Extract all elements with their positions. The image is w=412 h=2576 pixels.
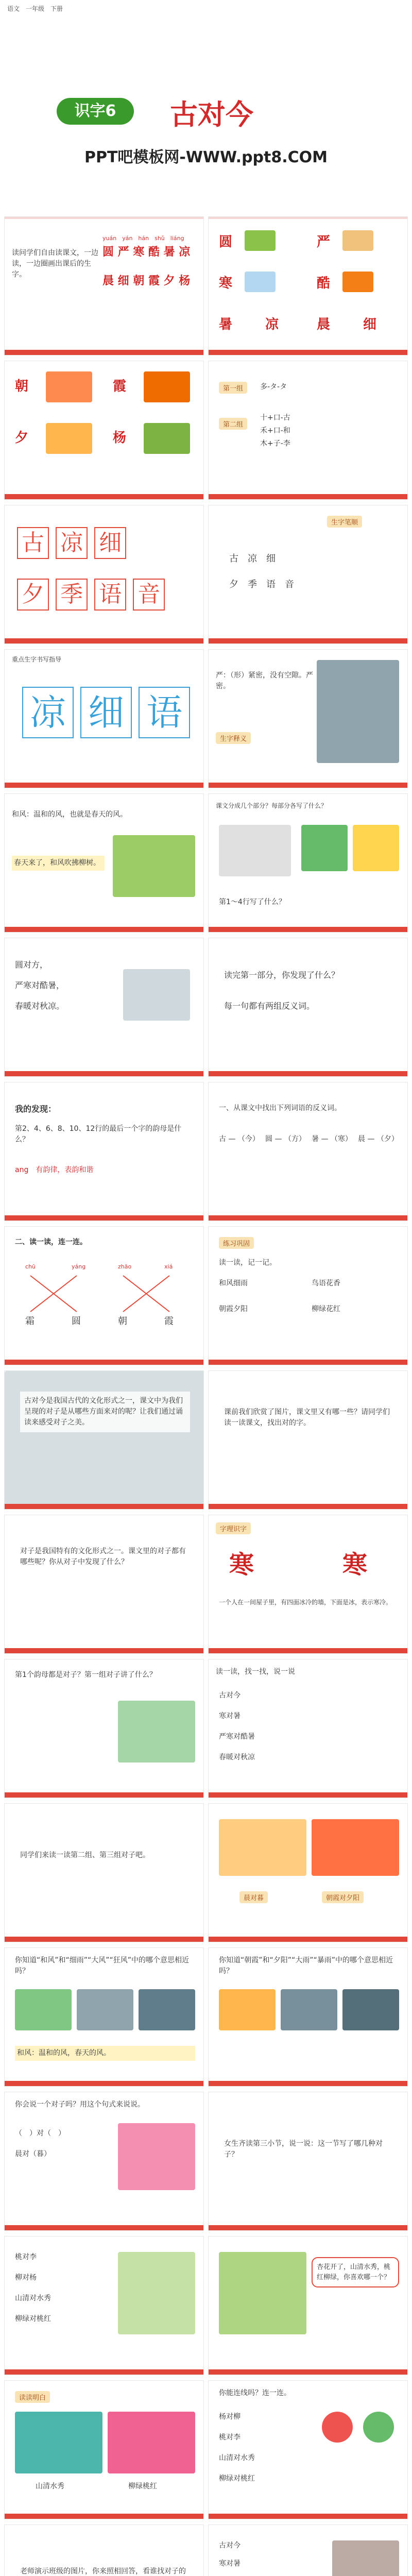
slide-14 [208,1082,408,1221]
question-text: 第1个韵母都是对子？第一组对子讲了什么？ [15,1671,157,1679]
slide-17 [4,1370,204,1510]
slide-27 [4,2092,204,2231]
slide-25 [4,1947,204,2087]
pair-item: 严寒对酷暑 [219,1733,255,1741]
slide-10 [208,793,408,933]
vocab-4: 酷 [317,276,331,291]
pinyin-item: yáng [72,1263,86,1270]
vocab-image [342,230,373,251]
sunrise-image [46,371,92,402]
intro-text: 古对今是我国古代的文化形式之一，课文中为我们呈现的对子是从哪些方面来对的呢？让我们通过诵读来感受对子之美。 [20,1392,190,1432]
slide-33 [4,2524,204,2576]
pair-item: 柳对杨 [15,2274,37,2282]
slide-11 [4,938,204,1077]
answer-text: ang 有韵律，表韵和谐 [15,1166,94,1174]
sky-image [342,1989,399,2030]
sky-image [281,1989,337,2030]
exercise-item: 圆 — （方） [265,1135,306,1143]
slide-4 [208,361,408,500]
slide-9 [4,793,204,933]
exercise-item: 暑 — （寒） [312,1135,352,1143]
vocab-2: 霞 [113,379,127,394]
verse-line: 严寒对酷暑， [15,980,65,990]
text-image [219,825,291,876]
slide-7 [4,649,204,788]
slide-6 [208,505,408,644]
char-box: 凉 [22,687,74,738]
pair-item: 杨对柳 [219,2413,241,2421]
verse-line: 春暖对秋凉。 [15,1001,65,1011]
group-line: 禾+口-和 [260,427,290,435]
definition-text: 严：（形）紧密，没有空隙。严密。 [216,671,313,690]
rain-image [77,1989,133,2030]
dusk-image [46,423,92,454]
slide-12 [208,938,408,1077]
slide-13 [4,1082,204,1221]
vocab-image [245,272,276,292]
pair-item: 桃对李 [15,2253,37,2261]
char-row [15,578,167,612]
vocab-2: 严 [317,234,331,250]
vocab-6: 凉 [265,317,279,332]
scene-image [118,1701,195,1762]
flower-image [118,2123,195,2190]
pair-item: 山清对水秀 [219,2454,255,2462]
slide-row [0,1082,412,1221]
slide-5 [4,505,204,644]
intro-text: 对子是我国特有的文化形式之一。课文里的对子都有哪些呢？你从对子中发现了什么？ [20,1547,186,1566]
char-row [15,526,128,560]
pair-item: 古对今 [219,2541,241,2550]
slide-24 [208,1803,408,1942]
slide-19 [4,1515,204,1654]
slide-22 [208,1659,408,1798]
vocab-7: 晨 [317,317,331,332]
slide-32 [208,2380,408,2519]
slide-1 [4,216,204,355]
pinyin-item: xiá [164,1263,173,1270]
instruction-text: 老师演示班级的图片，你来照相回答，看谁找对子的 [20,2567,186,2575]
char-item: 霜 [25,1316,35,1327]
morning-image [219,1819,306,1876]
slide-20 [208,1515,408,1654]
slide-row [0,216,412,355]
course-header: 语文 一年级 下册 [7,5,63,12]
slide-row [0,1947,412,2087]
vocab-8: 细 [363,317,377,332]
pinyin-item: chū [25,1263,36,1270]
sunset-image [144,371,190,402]
match-lines [5,1227,204,1365]
slide-row [0,649,412,788]
char-box: 细 [80,687,132,738]
text-image [353,825,399,871]
slide-title: 课文分成几个部分？每部分各写了什么？ [216,802,328,809]
vocab-image [342,272,373,292]
pair-item: 春暖对秋凉 [219,1753,255,1761]
vocab-image [245,230,276,251]
slide-row [0,1659,412,1798]
exercise-item: 和风细雨 [219,1279,248,1287]
image-label: 山清水秀 [36,2482,64,2490]
slide-row [0,361,412,500]
vocab-1: 圆 [219,234,233,250]
exercise-item: 读一读，记一记。 [219,1259,277,1267]
pair-tag: 朝霞对夕阳 [322,1891,364,1903]
char-line: 古 凉 细 [229,553,276,564]
exercise-item: 晨 — （夕） [358,1135,399,1143]
pattern-text: 晨对（暮） [15,2150,51,2158]
vocab-3: 寒 [219,276,233,291]
exercise-item: 柳绿花红 [312,1305,340,1313]
scroll-image [332,2540,399,2576]
flowers-image [108,2412,195,2473]
char-line-1: 圆 严 寒 酷 暑 凉 [102,245,191,259]
slide-row [0,2380,412,2519]
char-item: 朝 [118,1316,127,1327]
char-box: 音 [133,579,165,611]
definition-text: 和风：温和的风，也就是春天的风。 [12,810,127,819]
exercise-item: 朝霞夕阳 [219,1305,248,1313]
lesson-badge: 识字6 [57,98,134,125]
group-line: 十+口-古 [260,414,290,422]
char-line-2: 晨 细 朝 霞 夕 杨 [102,274,191,287]
example-text: 春天来了，和风吹拂柳树。 [12,856,105,871]
pair-item: 柳绿对桃红 [219,2475,255,2483]
slide-28 [208,2092,408,2231]
poplar-image [144,423,190,454]
slide-row [0,793,412,933]
instruction-text: 同学们来读一读第二组、第三组对子吧。 [20,1851,150,1859]
landscape-image [15,2412,102,2473]
slide-3 [4,361,204,500]
slide-row [0,938,412,1077]
slide-2 [208,216,408,355]
pinyin-line: yuán yán hán shǔ liáng [102,235,184,242]
slide-title: 读一读，找一找，说一说 [216,1668,295,1676]
pair-tag: 晨对暮 [239,1891,268,1903]
caption-text: 和风：温和的风，春天的风。 [15,2046,195,2061]
spring-image [219,2252,306,2334]
tree-image [118,2252,195,2334]
char-box: 细 [94,527,126,559]
char-box: 语 [139,687,190,738]
willow-image [113,835,195,897]
slide-title: 我的发现： [15,1104,57,1114]
group-tag: 第一组 [219,382,247,394]
title-section [0,15,412,211]
question-text: 女生齐读第三小节，说一说：这一节写了哪几种对子？ [224,2140,383,2159]
question-text: 你知道“和风”和“细雨”“大风”“狂风”中的哪个意思相近吗？ [15,1956,190,1975]
char-box: 语 [94,579,126,611]
bird-image [123,969,190,1021]
lesson-title: 古对今 [170,98,253,131]
image-label: 柳绿桃红 [128,2482,157,2490]
char-box: 古 [17,527,49,559]
vocab-4: 杨 [113,430,127,446]
text-image [301,825,348,871]
vocab-1: 朝 [15,379,29,394]
sky-image [219,1989,276,2030]
slide-row [0,1515,412,1654]
slide-18 [208,1370,408,1510]
slide-row [0,2236,412,2375]
exercise-item: 鸟语花香 [312,1279,340,1287]
slide-29 [4,2236,204,2375]
slide-subtitle: 重点生字书写指导 [12,656,62,663]
section-tag: 字理识字 [216,1522,251,1534]
slide-23 [4,1803,204,1942]
char-box: 夕 [17,579,49,611]
slide-row [0,505,412,644]
pattern-text: （ ）对（ ） [15,2129,65,2138]
question-text: 第1～4行写了什么？ [219,898,286,906]
slide-row [0,2524,412,2576]
fruit-image [363,2412,394,2443]
group-line: 木+子-李 [260,439,290,448]
instruction-text: 读问学们自由读课文，一边读，一边圈画出课后的生字。 [12,249,98,279]
pair-item: 寒对暑 [219,1712,241,1720]
pair-item: 寒对暑 [219,2560,241,2568]
exercise-title: 二、读一读，连一连。 [15,1238,87,1246]
slide-row [0,2092,412,2231]
char-item: 圆 [72,1316,81,1327]
question-text: 第2、4、6、8、10、12行的最后一个字的韵母是什么？ [15,1125,182,1144]
slide-15 [4,1226,204,1365]
section-tag: 生字释义 [216,732,251,744]
instruction-text: 你会说一个对子吗？用这个句式来说说。 [15,2100,145,2109]
section-tag: 练习巩固 [219,1237,254,1249]
evening-image [312,1819,399,1876]
big-char: 寒 [229,1550,254,1579]
slide-16 [208,1226,408,1365]
section-tag: 生字笔顺 [327,516,362,528]
explanation-text: 一个人在一间屋子里，有四面冰冷的墙，下面是冰，表示寒冷。 [219,1599,392,1606]
verse-line: 圆对方， [15,960,48,970]
group-line: 多-タ-タ [260,383,287,391]
slide-row [0,1370,412,1510]
char-box: 凉 [56,527,88,559]
watermark-text: PPT吧模板网-WWW.ppt8.COM [84,148,328,166]
slide-31 [4,2380,204,2519]
answer-text: 每一句都有两组反义词。 [224,1001,315,1011]
section-tag: 读读明白 [15,2391,50,2403]
big-char: 寒 [342,1550,368,1579]
instruction-text: 课前我们欣赏了图片，课文里又有哪一些？请同学们读一读课文，找出对的字。 [224,1408,390,1427]
fruit-image [322,2412,353,2443]
pair-item: 柳绿对桃红 [15,2315,51,2323]
vocab-3: 夕 [15,430,29,446]
slide-8 [208,649,408,788]
pair-item: 山清对水秀 [15,2294,51,2302]
char-item: 霞 [164,1316,174,1327]
slide-34 [208,2524,408,2576]
exercise-item: 古 — （今） [219,1135,260,1143]
group-tag: 第二组 [219,418,247,430]
slide-row [0,1226,412,1365]
pair-item: 桃对李 [219,2433,241,2442]
winter-image [317,660,399,763]
storm-image [139,1989,195,2030]
slide-21 [4,1659,204,1798]
slide-26 [208,1947,408,2087]
slide-title: 你能连线吗？连一连。 [219,2389,291,2397]
slide-30 [208,2236,408,2375]
question-text: 你知道“朝霞”和“夕阳”“大雨”“暴雨”中的哪个意思相近吗？ [219,1956,393,1975]
pair-item: 古对今 [219,1691,241,1700]
pinyin-item: zhāo [118,1263,132,1270]
slide-row [0,1803,412,1942]
question-text: 读完第一部分，你发现了什么？ [224,970,340,980]
char-box: 季 [56,579,88,611]
vocab-5: 暑 [219,317,233,332]
char-row [20,686,192,739]
speech-bubble: 杏花开了，山清水秀，桃红柳绿，你喜欢哪一个？ [312,2257,399,2287]
exercise-title: 一、从课文中找出下列词语的反义词。 [219,1104,341,1112]
char-line: 夕 季 语 音 [229,579,294,590]
wind-image [15,1989,72,2030]
